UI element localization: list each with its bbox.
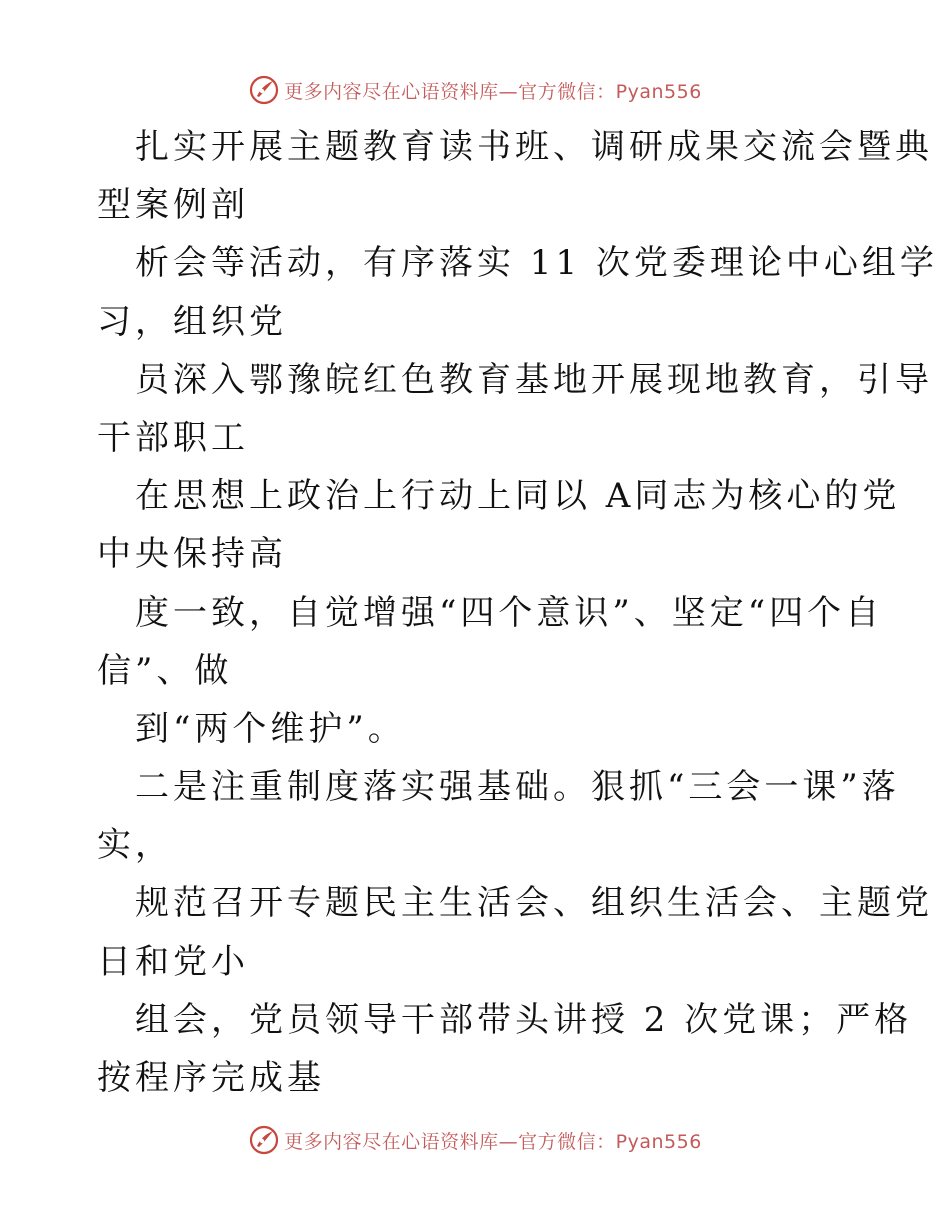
header-watermark <box>0 68 950 112</box>
text-line: 到“两个维护”。 <box>135 708 406 749</box>
footer-watermark <box>0 1118 950 1162</box>
text-line: 日和党小 <box>97 941 249 982</box>
text-line: 型案例剖 <box>97 185 249 226</box>
text-line: 实， <box>97 825 173 866</box>
watermark-text: 更多内容尽在心语资料库—官方微信：Pyan556 <box>284 80 702 103</box>
text-line: 度一致，自觉增强“四个意识”、坚定“四个自 <box>135 592 884 633</box>
text-line: 析会等活动，有序落实 11 次党委理论中心组学 <box>135 243 938 284</box>
text-line: 二是注重制度落实强基础。狠抓“三会一课”落 <box>135 767 900 808</box>
watermark-text: 更多内容尽在心语资料库—官方微信：Pyan556 <box>284 1130 702 1153</box>
text-line: 组会，党员领导干部带头讲授 2 次党课；严格 <box>135 999 913 1040</box>
text-line: 规范召开专题民主生活会、组织生活会、主题党 <box>135 883 933 924</box>
text-line: 员深入鄂豫皖红色教育基地开展现地教育，引导 <box>135 359 933 400</box>
text-line: 按程序完成基 <box>97 1058 325 1098</box>
text-line: 干部职工 <box>97 417 249 458</box>
red-quill-logo-icon <box>248 1124 280 1156</box>
text-line: 信”、做 <box>97 650 233 691</box>
red-quill-logo-icon <box>248 74 280 106</box>
text-line: 扎实开展主题教育读书班、调研成果交流会暨典 <box>135 127 933 167</box>
document-body <box>97 118 938 1107</box>
text-line: 在思想上政治上行动上同以 A同志为核心的党 <box>135 476 901 517</box>
text-line: 习，组织党 <box>97 301 287 342</box>
text-line: 中央保持高 <box>97 534 287 575</box>
